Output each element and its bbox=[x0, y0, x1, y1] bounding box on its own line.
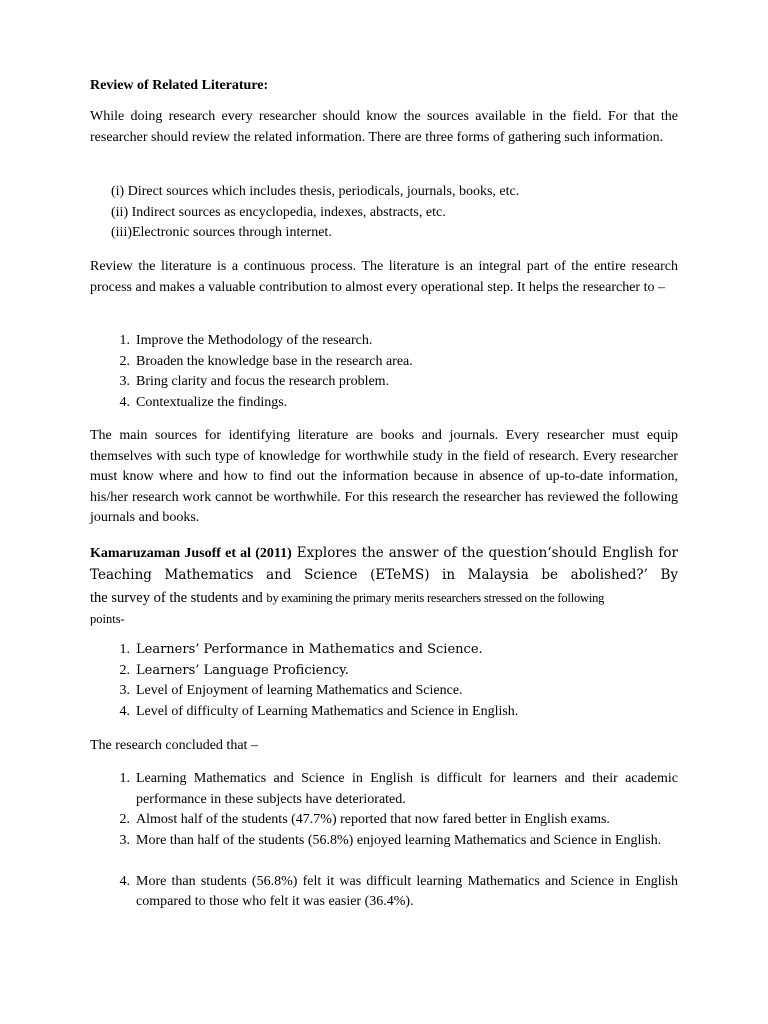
merits-list: 1. Learners’ Performance in Mathematics and Science. 2. Learners’ Language Proficiency. 3. Level of Enjoyment of learning Mathematics and Science. 4. Level of difficulty of Learning Mathematics and Science in English. bbox=[119, 642, 519, 719]
conclusions-list: 1. Learning Mathematics and Science in English is difficult for learners and their academic performance in these subjects have deteriorated. 2. Almost half of the students (47.7%) reported that now fared better in English exams. 3. More than half of the students (56.8%) enjoyed learning Mathematics and Science in English. 4. More than students (56.8%) felt it was difficult learning Mathematics and Science in English compared to those who felt it was easier (36.4%). bbox=[119, 771, 678, 909]
section-heading: Review of Related Literature: bbox=[90, 78, 269, 93]
list-item: (i) Direct sources which includes thesis, periodicals, journals, books, etc. bbox=[111, 184, 520, 199]
sources-paragraph: The main sources for identifying literature are books and journals. Every researcher must equip themselves with such type of knowledge for worthwhile study in the field of research. Every researcher must know where and how to find out the information because in absence of up-to-date information, his/her research work cannot be worthwhile. For this research the researcher has reviewed the following journals and books. bbox=[90, 428, 678, 525]
list-item: (iii)Electronic sources through internet. bbox=[111, 225, 332, 240]
helps-list: 1. Improve the Methodology of the research. 2. Broaden the knowledge base in the research area. 3. Bring clarity and focus the research problem. 4. Contextualize the findings. bbox=[119, 333, 413, 410]
author-citation: Kamaruzaman Jusoff et al (2011) bbox=[90, 546, 292, 561]
conclusion-intro: The research concluded that – bbox=[90, 738, 258, 753]
list-item: (ii) Indirect sources as encyclopedia, indexes, abstracts, etc. bbox=[111, 204, 446, 220]
process-paragraph: Review the literature is a continuous process. The literature is an integral part of the entire research process and makes a valuable contribution to almost every operational step. It helps the researcher to – bbox=[90, 259, 678, 295]
sources-list bbox=[111, 182, 671, 244]
intro-paragraph: While doing research every researcher should know the sources available in the field. For that the researcher should review the related information. There are three forms of gathering such information. bbox=[90, 109, 678, 145]
jusoff-paragraph: Kamaruzaman Jusoff et al (2011) Explores the answer of the question‘should English for Teaching Mathematics and Science (ETeMS) in Malaysia be abolished?’ By the survey of the students and by examining the primary merits researchers stressed on the following points- bbox=[90, 545, 678, 626]
